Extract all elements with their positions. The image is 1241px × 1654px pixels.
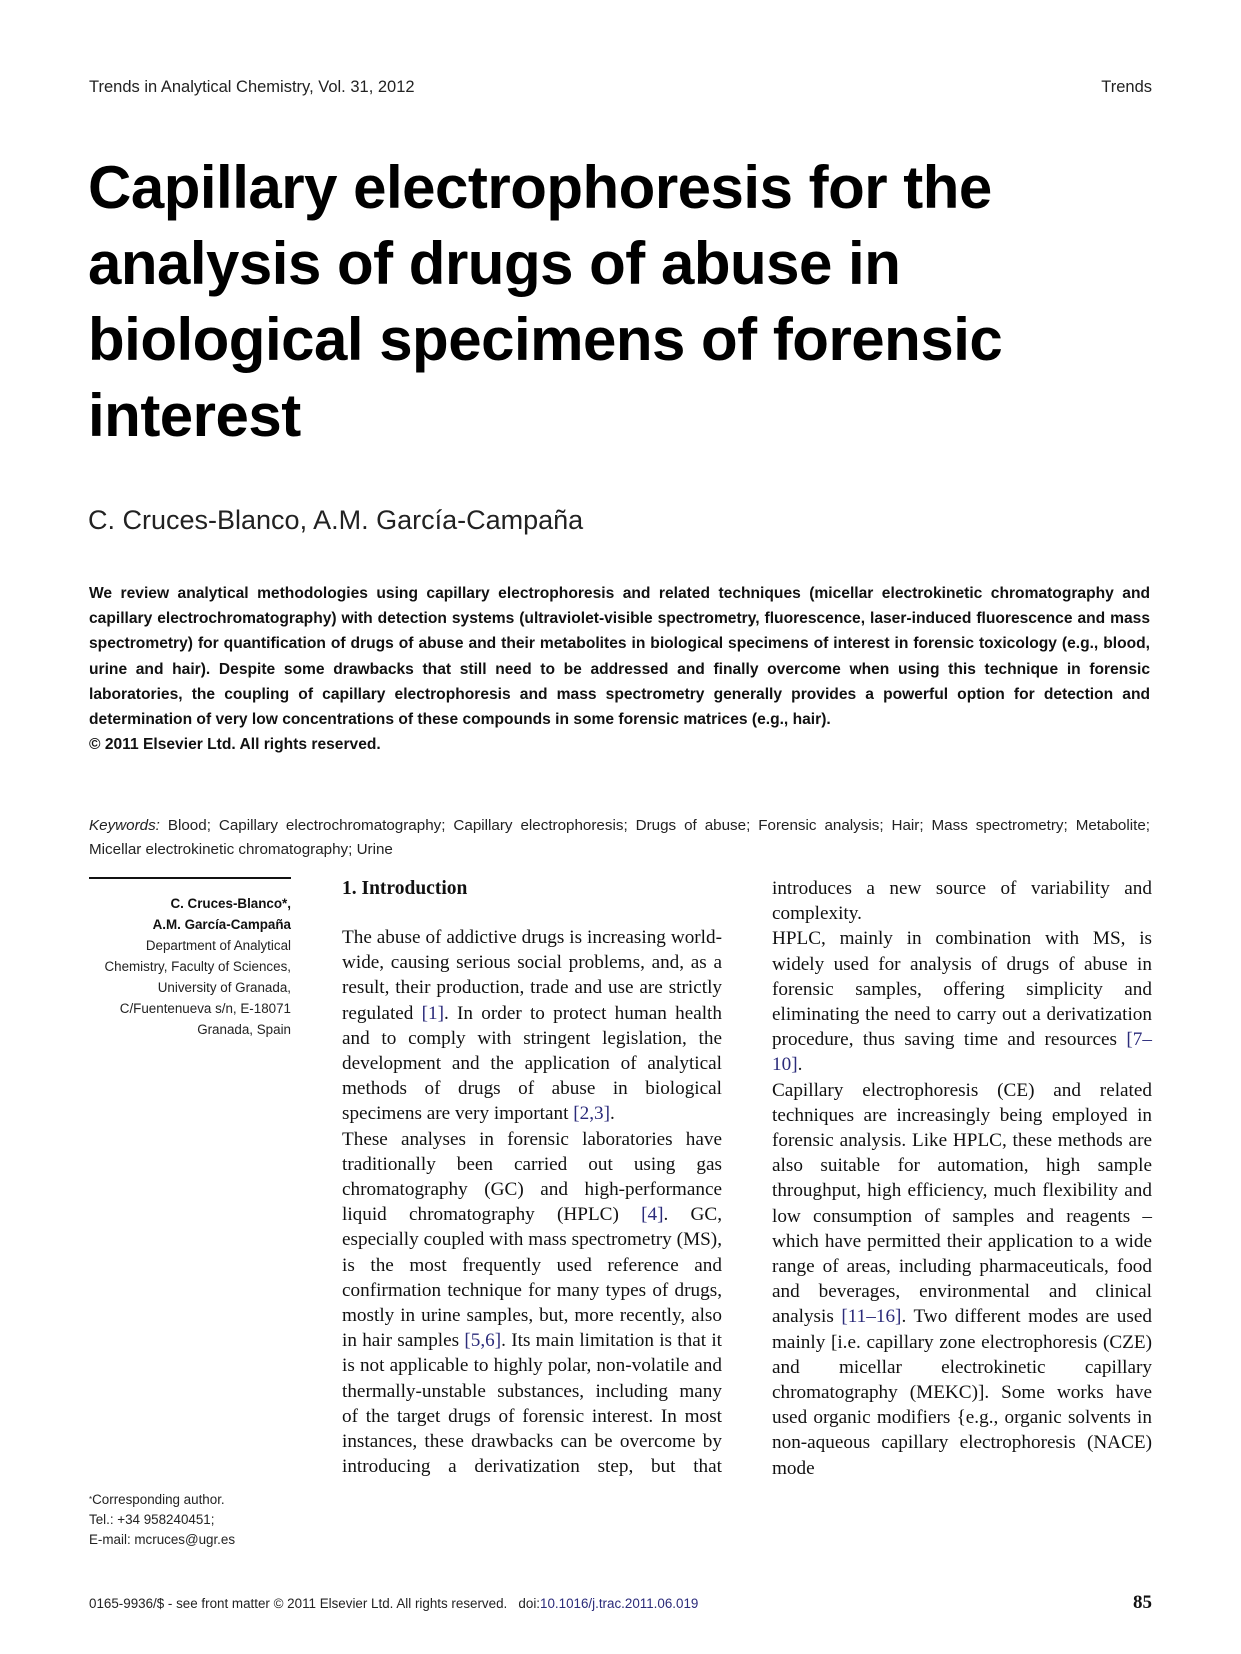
citation-link[interactable]: [11–16] <box>841 1306 902 1328</box>
title-line: Capillary electrophoresis for the <box>88 154 992 221</box>
page-number: 85 <box>1133 1592 1152 1613</box>
author-list: C. Cruces-Blanco, A.M. García-Campaña <box>88 505 584 535</box>
paragraph: These analyses in forensic laboratories have traditionally been carried out using gas chromatography (GC) and high-performance liquid chromatography (HPLC) [4]. GC, especially coupled with mass spectrometry (MS), is the most frequently used reference and confirmation technique for many types of drugs, mostly in urine samples, but, more recently, also in hair samples [5,6]. Its main limitation is that it is not applicable to highly polar, non-volatile and thermally-unstable substances, including many of the target drugs of forensic interest. In most instances, these drawbacks can be overcome by introducing a derivatization step, but that introduces a new source of variability and complexity. <box>342 878 1152 1478</box>
paragraph: Capillary electrophoresis (CE) and related techniques are increasingly being employed in forensic analysis. Like HPLC, these methods are also suitable for automation, high sample throughput, high efficiency, much flexibility and low consumption of samples and reagents – which have permitted their application to a wide range of areas, including pharmaceuticals, food and beverages, environmental and clinical analysis [11–16]. Two different modes are used mainly [i.e. capillary zone electrophoresis (CZE) and micellar electrokinetic capillary chromatography (MEKC)]. Some works have used organic modifiers {e.g., organic solvents in non-aqueous capillary electrophoresis (NACE) mode <box>772 1079 1152 1479</box>
keywords <box>89 814 1150 862</box>
section-label: Trends <box>1101 78 1152 96</box>
corresp-tel: Tel.: +34 958240451; <box>89 1512 215 1527</box>
paragraph: HPLC, mainly in combination with MS, is widely used for analysis of drugs of abuse in forensic samples, offering simplicity and eliminating the need to carry out a derivatization procedure, thus saving time and resources [7–10]. <box>772 928 1152 1076</box>
affil-line: C/Fuentenueva s/n, E-18071 <box>119 1001 291 1016</box>
corresp-label: *Corresponding author. <box>89 1492 225 1507</box>
affil-line: Chemistry, Faculty of Sciences, <box>104 959 291 974</box>
citation-link[interactable]: [4] <box>641 1204 664 1226</box>
page-footer <box>89 1594 1152 1616</box>
affil-line: University of Granada, <box>157 980 291 995</box>
citation-link[interactable]: [5,6] <box>464 1330 502 1352</box>
title-line: biological specimens of forensic <box>88 306 1003 373</box>
body-text-flow <box>342 876 1152 1506</box>
author-affiliation <box>89 893 291 1040</box>
paragraph: The abuse of addictive drugs is increasing world-wide, causing serious social problems, and, as a result, their production, trade and use are strictly regulated [1]. In order to protect human health and to comply with stringent legislation, the development and the application of analytical methods of drugs of abuse in biological specimens are very important [2,3]. <box>342 927 722 1125</box>
footer-issn: 0165-9936/$ - see front matter © 2011 Elsevier Ltd. All rights reserved. doi:10.1016/j.trac.2011.06.019 <box>89 1596 699 1611</box>
title-line: interest <box>88 382 301 449</box>
article-title <box>88 150 1088 454</box>
affil-author-2: A.M. García-Campaña <box>152 917 291 932</box>
keywords-list: Blood; Capillary electrochromatography; Capillary electrophoresis; Drugs of abuse; Forensic analysis; Hair; Mass spectrometry; Metabolite; Micellar electrokinetic chromatography; Urine <box>89 817 1150 858</box>
citation-link[interactable]: [1] <box>421 1002 444 1024</box>
section-heading: 1. Introduction <box>342 878 468 899</box>
doi-link[interactable]: 10.1016/j.trac.2011.06.019 <box>540 1596 699 1611</box>
abstract <box>89 581 1150 757</box>
corresponding-author-note <box>89 1490 319 1550</box>
title-line: analysis of drugs of abuse in <box>88 230 901 297</box>
sidebar-divider <box>89 877 291 879</box>
footnote-marker: * <box>89 1495 93 1504</box>
citation-link[interactable]: [2,3] <box>573 1103 610 1125</box>
affil-line: Department of Analytical <box>145 938 291 953</box>
abstract-copyright: © 2011 Elsevier Ltd. All rights reserved. <box>89 736 381 754</box>
citation-link[interactable]: [7–10] <box>772 1029 1152 1076</box>
corresp-email[interactable]: E-mail: mcruces@ugr.es <box>89 1532 236 1547</box>
journal-name: Trends in Analytical Chemistry, Vol. 31, 2012 <box>89 78 415 96</box>
affil-line: Granada, Spain <box>197 1022 291 1037</box>
affil-author-1: C. Cruces-Blanco*, <box>170 896 291 911</box>
running-head <box>89 78 1152 100</box>
abstract-text: We review analytical methodologies using capillary electrophoresis and related techniques (micellar electrokinetic chromatography and capillary electrochromatography) with detection systems (ultraviolet-visible spectrometry, fluorescence, laser-induced fluorescence and mass spectrometry) for quantification of drugs of abuse and their metabolites in biological specimens of interest in forensic toxicology (e.g., blood, urine and hair). Despite some drawbacks that still need to be addressed and finally overcome when using this technique in forensic laboratories, the coupling of capillary electrophoresis and mass spectrometry generally provides a powerful option for detection and determination of very low concentrations of these compounds in some forensic matrices (e.g., hair). <box>89 585 1150 729</box>
keywords-label: Keywords: <box>89 817 160 834</box>
